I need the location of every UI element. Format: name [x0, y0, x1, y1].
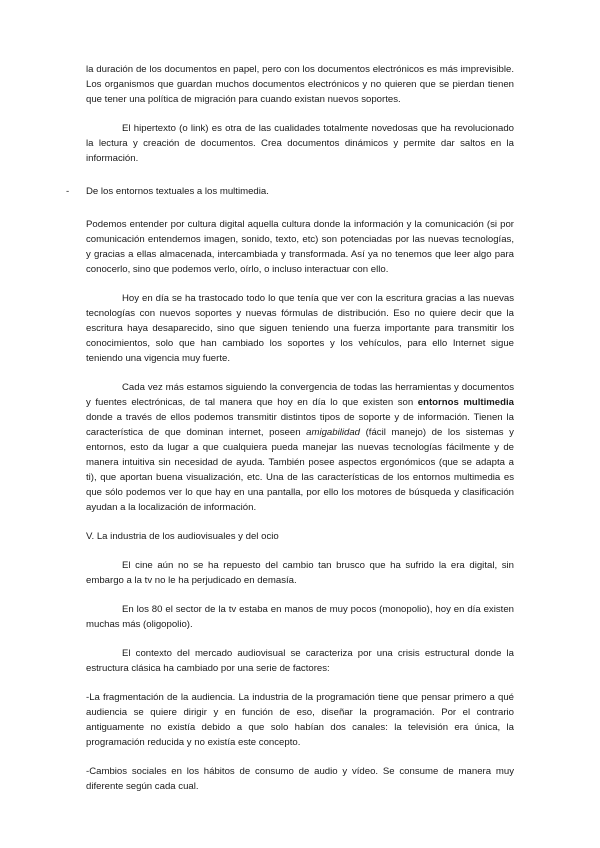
paragraph-digital-culture: Podemos entender por cultura digital aquella cultura donde la información y la comunicación (si por comunicación entendemos imagen, sonido, texto, etc) son potenciadas por las nuevas tecnologías, y gracias a ellas almacenada, intercambiada y transformada. Así ya no tenemos que leer algo para conocerlo, sino que podemos verlo, oírlo, o incluso interactuar con ello.: [86, 219, 514, 275]
paragraph-social-changes: -Cambios sociales en los hábitos de consumo de audio y vídeo. Se consume de manera muy diferente según cada cual.: [86, 766, 514, 792]
paragraph-text: Cada vez más estamos siguiendo la convergencia de todas las herramientas y documentos y fuentes electrónicas, de tal manera que hoy en día lo que existen son: [86, 382, 514, 408]
paragraph-writing-today: Hoy en día se ha trastocado todo lo que tenía que ver con la escritura gracias a las nuevas tecnologías con nuevos soportes y nuevas fórmulas de distribución. Eso no quiere decir que la escritura haya desaparecido, sino que siguen teniendo una fuerza importante para transmitir los conocimientos, solo que han cambiado los soportes y los vehículos, para ello Internet sigue teniendo una vigencia muy fuerte.: [86, 293, 514, 364]
bold-term: entornos multimedia: [417, 397, 514, 408]
paragraph-document-durability: la duración de los documentos en papel, pero con los documentos electrónicos es más imprevisible. Los organismos que guardan muchos documentos electrónicos y no quieren que se pierdan tienen que tener una política de migración para cuando existan nuevos soportes.: [86, 64, 514, 105]
section-heading-audiovisual: V. La industria de los audiovisuales y del ocio: [86, 531, 279, 542]
dash-bullet: -: [66, 186, 70, 197]
section-heading-text: De los entornos textuales a los multimedia.: [86, 186, 269, 197]
paragraph-convergence: [86, 380, 514, 515]
paragraph-text: (fácil manejo) de los sistemas y entornos, esto da lugar a que cualquiera pueda manejar las nuevas tecnologías fácilmente y de manera intuitiva sin necesidad de ayuda. También posee aspectos ergonómicos (que se adapta a ti), que aportan buena visualización, etc. Una de las características de los entornos multimedia es que sólo podemos ver lo que hay en una pantalla, por ello los motores de búsqueda y clasificación ayudan a la localización de información.: [86, 427, 514, 513]
paragraph-tv-sector: En los 80 el sector de la tv estaba en manos de muy pocos (monopolio), hoy en día existen muchas más (oligopolio).: [86, 604, 514, 630]
italic-term: amigabilidad: [306, 427, 361, 438]
paragraph-audience-fragmentation: -La fragmentación de la audiencia. La industria de la programación tiene que pensar primero a qué audiencia se quiere dirigir y en función de eso, diseñar la programación. Por el contrario antiguamente no existía debido a que solo habían dos canales: la televisión era única, la programación reducida y no existía este concepto.: [86, 692, 514, 748]
document-page: [66, 62, 514, 794]
paragraph-market-context: El contexto del mercado audiovisual se caracteriza por una crisis estructural donde la estructura clásica ha cambiado por una serie de factores:: [86, 648, 514, 674]
paragraph-hypertext: El hipertexto (o link) es otra de las cualidades totalmente novedosas que ha revolucionado la lectura y creación de documentos. Crea documentos dinámicos y permite dar saltos en la información.: [86, 123, 514, 164]
section-heading-multimedia: [66, 184, 514, 199]
paragraph-cinema: El cine aún no se ha repuesto del cambio tan brusco que ha sufrido la era digital, sin embargo a la tv no le ha perjudicado en demasía.: [86, 560, 514, 586]
paragraph-text: donde a través de ellos podemos transmitir distintos tipos de soporte y de información. Tienen la característica de que dominan internet, poseen: [86, 412, 514, 438]
